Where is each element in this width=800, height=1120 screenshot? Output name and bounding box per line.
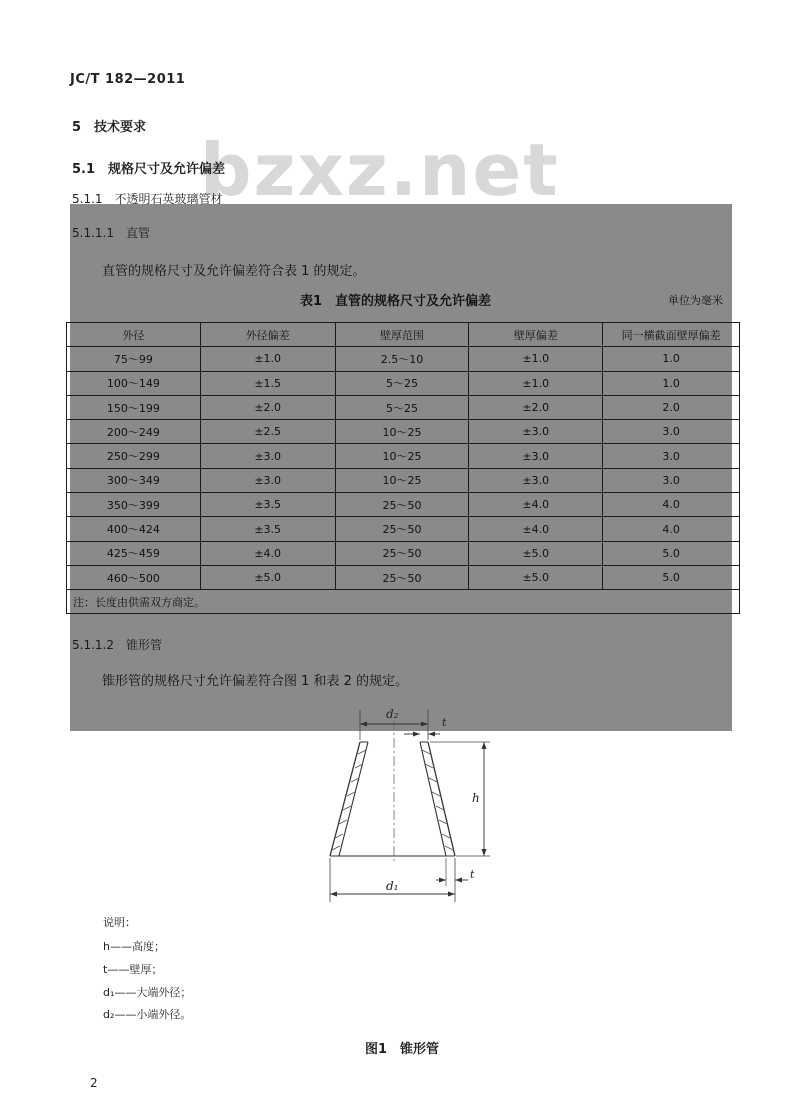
table-cell: 4.0: [603, 517, 740, 541]
table-cell: 150～199: [67, 395, 201, 419]
table-cell: 5.0: [603, 565, 740, 589]
table-cell: 1.0: [603, 371, 740, 395]
table-cell: ±3.5: [200, 517, 335, 541]
table-cell: 25～50: [335, 517, 469, 541]
table-cell: 3.0: [603, 420, 740, 444]
table-cell: 25～50: [335, 565, 469, 589]
h-label: h: [472, 791, 480, 805]
table-cell: 2.0: [603, 395, 740, 419]
table-row: [67, 347, 740, 371]
table-cell: 5～25: [335, 395, 469, 419]
table-cell: 5～25: [335, 371, 469, 395]
paragraph-straight-tube: 直管的规格尺寸及允许偏差符合表 1 的规定。: [102, 264, 366, 279]
table-cell: 350～399: [67, 493, 201, 517]
page-number: 2: [90, 1076, 98, 1090]
table-cell: ±3.5: [200, 493, 335, 517]
wall-hatching: [332, 750, 453, 850]
subsubsection-heading: 5.1.1 不透明石英玻璃管材: [72, 192, 223, 206]
legend-item-h: h——高度；: [103, 940, 165, 953]
table-cell: ±1.0: [200, 347, 335, 371]
table-header-cell: 外径偏差: [200, 323, 335, 347]
table-cell: 5.0: [603, 541, 740, 565]
table-cell: 10～25: [335, 468, 469, 492]
top-t-label: t: [442, 716, 447, 729]
legend-title: 说明：: [103, 916, 136, 929]
tapered-tube-figure: [300, 698, 500, 908]
table-cell: 250～299: [67, 444, 201, 468]
table-cell: ±4.0: [469, 493, 603, 517]
table-cell: 200～249: [67, 420, 201, 444]
table-header-row: [67, 323, 740, 347]
table-cell: 100～149: [67, 371, 201, 395]
table-cell: ±4.0: [469, 517, 603, 541]
table-row: [67, 517, 740, 541]
table-cell: 4.0: [603, 493, 740, 517]
watermark: bzxz.net: [200, 128, 560, 212]
table-header-cell: 壁厚范围: [335, 323, 469, 347]
left-outer-wall: [330, 742, 360, 856]
table-row: [67, 395, 740, 419]
subsection-heading: 5.1 规格尺寸及允许偏差: [72, 162, 226, 177]
right-outer-wall: [428, 742, 455, 856]
table-row: [67, 444, 740, 468]
table-cell: ±3.0: [469, 468, 603, 492]
legend-item-d2: d₂——小端外径。: [103, 1008, 192, 1021]
legend-item-t: t——壁厚；: [103, 963, 163, 976]
d2-label: d₂: [386, 707, 399, 721]
table-cell: ±3.0: [469, 420, 603, 444]
table-row: [67, 565, 740, 589]
table-cell: ±4.0: [200, 541, 335, 565]
table-row: [67, 420, 740, 444]
clause-heading-straight-tube: 5.1.1.1 直管: [72, 226, 150, 240]
table-cell: ±1.0: [469, 347, 603, 371]
table-cell: ±3.0: [200, 444, 335, 468]
table-cell: 3.0: [603, 468, 740, 492]
table-cell: ±1.0: [469, 371, 603, 395]
table-note: 注：长度由供需双方商定。: [67, 590, 740, 614]
left-inner-wall: [339, 742, 368, 856]
table-row: [67, 371, 740, 395]
table-cell: 10～25: [335, 444, 469, 468]
table-row: [67, 493, 740, 517]
table-cell: ±2.0: [469, 395, 603, 419]
table-cell: ±3.0: [469, 444, 603, 468]
spec-table: [66, 322, 740, 614]
table-cell: ±2.0: [200, 395, 335, 419]
table-cell: 300～349: [67, 468, 201, 492]
table-caption: 表1 直管的规格尺寸及允许偏差: [300, 294, 492, 309]
table-row: [67, 541, 740, 565]
table-header-cell: 外径: [67, 323, 201, 347]
table-cell: ±5.0: [469, 541, 603, 565]
table-cell: 425～459: [67, 541, 201, 565]
table-cell: 460～500: [67, 565, 201, 589]
table-note-row: [67, 590, 740, 614]
clause-heading-tapered-tube: 5.1.1.2 锥形管: [72, 638, 162, 652]
section-heading: 5 技术要求: [72, 120, 147, 135]
table-cell: 1.0: [603, 347, 740, 371]
table-header-cell: 同一横截面壁厚偏差: [603, 323, 740, 347]
figure-caption: 图1 锥形管: [365, 1042, 440, 1057]
table-cell: 3.0: [603, 444, 740, 468]
table-row: [67, 468, 740, 492]
legend-item-d1: d₁——大端外径；: [103, 986, 192, 999]
table-cell: 25～50: [335, 541, 469, 565]
bottom-t-label: t: [470, 868, 475, 881]
table-cell: ±1.5: [200, 371, 335, 395]
table-cell: 400～424: [67, 517, 201, 541]
table-cell: ±3.0: [200, 468, 335, 492]
table-cell: 75～99: [67, 347, 201, 371]
table-cell: ±5.0: [200, 565, 335, 589]
paragraph-tapered-tube: 锥形管的规格尺寸允许偏差符合图 1 和表 2 的规定。: [102, 674, 409, 689]
table-unit: 单位为毫米: [668, 294, 723, 307]
table-cell: 25～50: [335, 493, 469, 517]
table-cell: ±2.5: [200, 420, 335, 444]
table-header-cell: 壁厚偏差: [469, 323, 603, 347]
standard-number: JC/T 182—2011: [70, 72, 186, 87]
table-cell: ±5.0: [469, 565, 603, 589]
d1-label: d₁: [386, 879, 399, 893]
table-cell: 10～25: [335, 420, 469, 444]
table-cell: 2.5～10: [335, 347, 469, 371]
